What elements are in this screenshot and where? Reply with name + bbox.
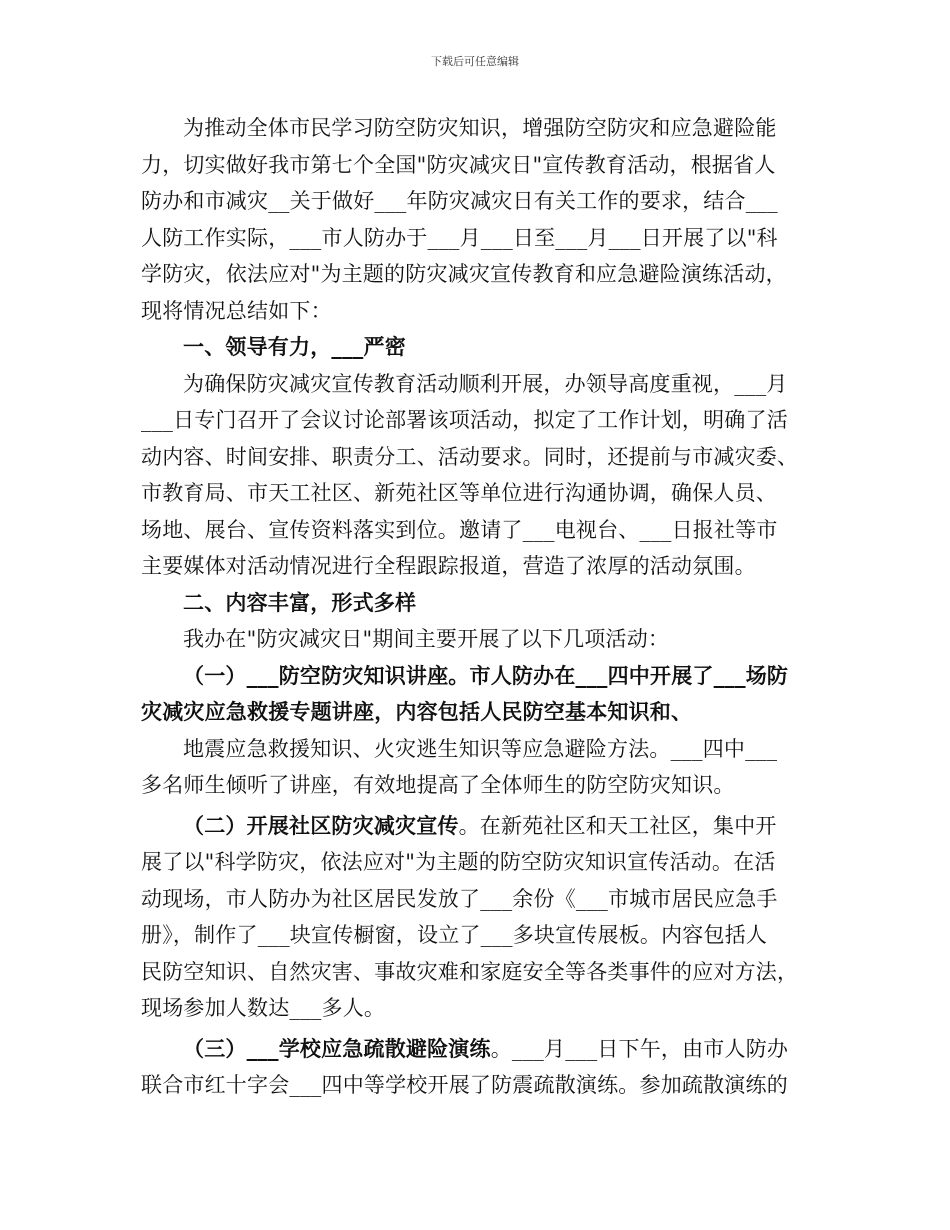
section-heading-2: 二、内容丰富，形式多样 [183,589,417,615]
paragraph-3-text: 。___月___日下午，由市人防办 [490,1036,789,1061]
text-line: 人防工作实际，___市人防办于___月___日至___月___日开展了以"科 [141,225,778,250]
text-line: ___日专门召开了会议讨论部署该项活动，拟定了工作计划，明确了活 [141,408,788,432]
text-line: 现将情况总结如下： [141,298,332,323]
paragraph-2-first-line [141,808,821,845]
text-line: 册》，制作了___块宣传橱窗，设立了___多块宣传展板。内容包括人 [141,923,768,947]
text-line: 联合市红十字会___四中等学校开展了防震疏散演练。参加疏散演练的 [141,1073,788,1097]
paragraph-2-text: 。在新苑社区和天工社区，集中开 [458,813,777,838]
subsection-heading-1: （一）___防空防灾知识讲座。市人防办在___四中开展了___场防 [183,662,789,688]
subsection-heading-3: （三）___学校应急疏散避险演练 [183,1035,491,1061]
paragraph-3-first-line [141,1031,821,1068]
text-line: 场地、展台、宣传资料落实到位。邀请了___电视台、___日报社等市 [141,517,778,542]
text-line: 展了以"科学防灾，依法应对"为主题的防空防灾知识宣传活动。在活 [141,850,776,874]
text-line: 地震应急救援知识、火灾逃生知识等应急避险方法。___四中___ [183,736,778,761]
subsection-heading-2: （二）开展社区防灾减灾宣传 [183,812,459,838]
text-line: 动现场，市人防办为社区居民发放了___余份《___市城市居民应急手 [141,886,778,911]
section-heading-1: 一、领导有力，___严密 [183,334,406,359]
document-body [141,110,821,1104]
subsection-heading-1-cont: 灾减灾应急救援专题讲座，内容包括人民防空基本知识和、 [141,699,693,724]
text-line: 为确保防灾减灾宣传教育活动顺利开展，办领导高度重视，___月 [183,371,788,396]
text-line: 为推动全体市民学习防空防灾知识，增强防空防灾和应急避险能 [183,116,777,140]
text-line: 我办在"防灾减灾日"期间主要开展了以下几项活动： [183,627,670,651]
text-line: 多名师生倾听了讲座，有效地提高了全体师生的防空防灾知识。 [141,773,735,797]
text-line: 学防灾，依法应对"为主题的防灾减灾宣传教育和应急避险演练活动， [141,262,787,286]
text-line: 防办和市减灾__关于做好___年防灾减灾日有关工作的要求，结合___ [141,189,778,213]
text-line: 市教育局、市天工社区、新苑社区等单位进行沟通协调，确保人员、 [141,481,777,505]
text-line: 现场参加人数达___多人。 [141,996,386,1020]
text-line: 主要媒体对活动情况进行全程跟踪报道，营造了浓厚的活动氛围。 [141,554,756,578]
text-line: 动内容、时间安排、职责分工、活动要求。同时，还提前与市减灾委、 [141,444,799,469]
text-line: 力，切实做好我市第七个全国"防灾减灾日"宣传教育活动，根据省人 [141,152,776,177]
text-line: 民防空知识、自然灾害、事故灾难和家庭安全等各类事件的应对方法， [141,959,799,984]
page-header: 下载后可任意编辑 [431,55,519,68]
